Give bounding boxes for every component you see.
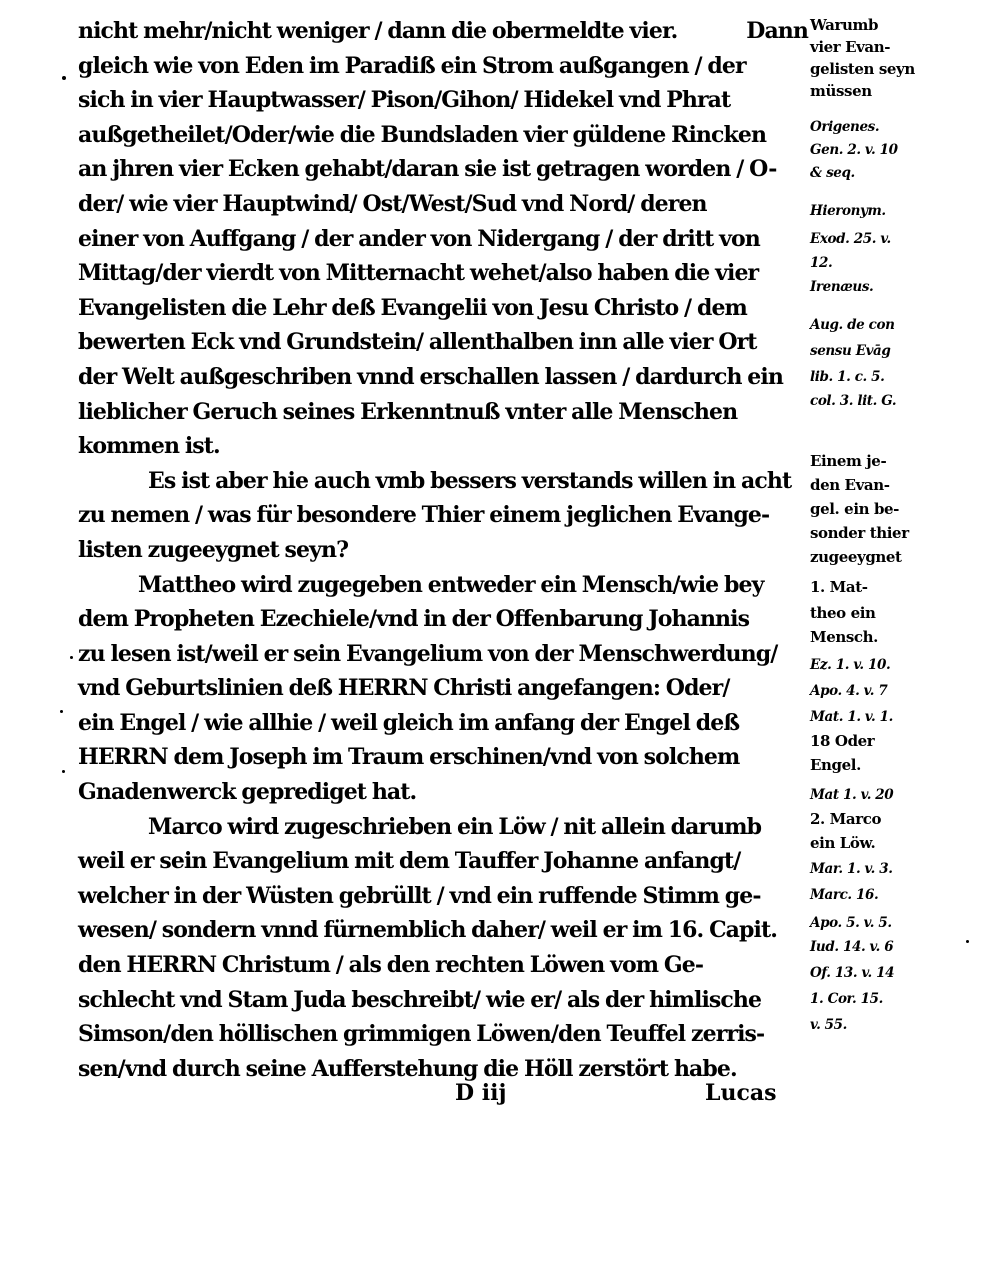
print-speck <box>70 656 73 659</box>
text-line: außgetheilet/Oder/wie die Bundsladen vier güldene Rincken <box>78 121 767 148</box>
paragraph-start-line: Es ist aber hie auch vmb bessers verstands willen in acht <box>148 467 792 494</box>
margin-note: gel. ein be- <box>810 500 900 518</box>
margin-note: Exod. 25. v. <box>810 231 891 247</box>
print-speck <box>60 710 63 713</box>
signature-mark: D iij <box>455 1080 507 1106</box>
text-line: Gnadenwerck geprediget hat. <box>78 779 417 806</box>
margin-note: Einem je- <box>810 452 887 470</box>
text-line: dem Propheten Ezechiele/vnd in der Offenbarung Johannis <box>78 606 750 633</box>
margin-note: müssen <box>810 82 872 100</box>
margin-note: zugeeygnet <box>810 548 902 566</box>
text-line: Evangelisten die Lehr deß Evangelii von Jesu Christo / dem <box>78 294 747 321</box>
margin-note: sensu Evāg <box>810 343 891 359</box>
margin-note: sonder thier <box>810 524 909 542</box>
margin-note: Mat. 1. v. 1. <box>810 709 893 725</box>
margin-note: ein Löw. <box>810 834 876 852</box>
text-line: ein Engel / wie allhie / weil gleich im anfang der Engel deß <box>78 709 740 736</box>
text-line: an jhren vier Ecken gehabt/daran sie ist getragen worden / O- <box>78 156 777 183</box>
text-line: den HERRN Christum / als den rechten Löwen vom Ge- <box>78 952 704 979</box>
margin-note: Gen. 2. v. 10 <box>810 142 898 158</box>
text-line: zu lesen ist/weil er sein Evangelium von der Menschwerdung/ <box>78 640 778 667</box>
margin-note: & seq. <box>810 165 855 181</box>
text-line: welcher in der Wüsten gebrüllt / vnd ein ruffende Stimm ge- <box>78 882 761 909</box>
margin-note: 12. <box>810 255 833 271</box>
margin-note: den Evan- <box>810 476 890 494</box>
margin-note: Mat 1. v. 20 <box>810 787 894 803</box>
print-speck <box>62 770 65 773</box>
text-line-content: nicht mehr/nicht weniger / dann die obermeldte vier. <box>78 18 678 44</box>
margin-note: 1. Cor. 15. <box>810 991 883 1007</box>
margin-note: 2. Marco <box>810 810 882 828</box>
text-line: gleich wie von Eden im Paradiß ein Strom außgangen / der <box>78 52 746 79</box>
line-end-word: Dann <box>746 18 808 44</box>
margin-note: Mensch. <box>810 628 878 646</box>
main-text-column <box>78 14 808 1086</box>
text-line: zu nemen / was für besondere Thier einem jeglichen Evange- <box>78 502 770 529</box>
margin-note: theo ein <box>810 604 876 622</box>
text-line: lieblicher Geruch seines Erkenntnuß vnter alle Menschen <box>78 398 738 425</box>
margin-note: lib. 1. c. 5. <box>810 369 885 385</box>
text-line: kommen ist. <box>78 433 220 460</box>
text-line: listen zugeeygnet seyn? <box>78 536 349 563</box>
text-line <box>78 14 808 49</box>
text-line: wesen/ sondern vnnd fürnemblich daher/ weil er im 16. Capit. <box>78 917 777 944</box>
paragraph-start-line: Mattheo wird zugegeben entweder ein Mensch/wie bey <box>138 571 764 598</box>
text-line: der Welt außgeschriben vnnd erschallen lassen / dardurch ein <box>78 363 783 390</box>
text-line: Mittag/der vierdt von Mitternacht wehet/also haben die vier <box>78 260 759 287</box>
margin-note: 18 Oder <box>810 732 875 750</box>
margin-note: Marc. 16. <box>810 887 879 903</box>
text-line: der/ wie vier Hauptwind/ Ost/West/Sud vnd Nord/ deren <box>78 190 707 217</box>
text-line: bewerten Eck vnd Grundstein/ allenthalben inn alle vier Ort <box>78 329 757 356</box>
margin-note: Iud. 14. v. 6 <box>810 939 894 955</box>
margin-note: Irenæus. <box>810 279 874 295</box>
margin-note: Engel. <box>810 756 861 774</box>
text-line: Simson/den höllischen grimmigen Löwen/den Teuffel zerris- <box>78 1021 765 1048</box>
print-speck <box>62 76 66 80</box>
margin-note: Of. 13. v. 14 <box>810 965 895 981</box>
margin-note: Apo. 5. v. 5. <box>810 915 892 931</box>
margin-note: Mar. 1. v. 3. <box>810 861 893 877</box>
margin-note: v. 55. <box>810 1017 847 1033</box>
margin-note: gelisten seyn <box>810 60 915 78</box>
catchword: Lucas <box>705 1080 777 1106</box>
text-line: vnd Geburtslinien deß HERRN Christi angefangen: Oder/ <box>78 675 730 702</box>
margin-note: Aug. de con <box>810 317 895 333</box>
margin-note: Hieronym. <box>810 203 886 219</box>
text-line: schlecht vnd Stam Juda beschreibt/ wie er/ als der himlische <box>78 986 762 1013</box>
text-line: sen/vnd durch seine Aufferstehung die Höll zerstört habe. <box>78 1055 737 1082</box>
text-line: HERRN dem Joseph im Traum erschinen/vnd von solchem <box>78 744 740 771</box>
margin-note: 1. Mat- <box>810 578 868 596</box>
margin-note: Warumb <box>810 16 879 34</box>
margin-note: Origenes. <box>810 119 880 135</box>
paragraph-start-line: Marco wird zugeschrieben ein Löw / nit allein darumb <box>148 813 762 840</box>
print-speck <box>966 940 969 943</box>
text-line: einer von Auffgang / der ander von Nidergang / der dritt von <box>78 225 760 252</box>
text-line: weil er sein Evangelium mit dem Tauffer Johanne anfangt/ <box>78 848 741 875</box>
margin-note: vier Evan- <box>810 38 891 56</box>
margin-note: col. 3. lit. G. <box>810 393 897 409</box>
text-line: sich in vier Hauptwasser/ Pison/Gihon/ Hidekel vnd Phrat <box>78 87 731 114</box>
margin-note: Ez. 1. v. 10. <box>810 657 891 673</box>
margin-note: Apo. 4. v. 7 <box>810 683 888 699</box>
